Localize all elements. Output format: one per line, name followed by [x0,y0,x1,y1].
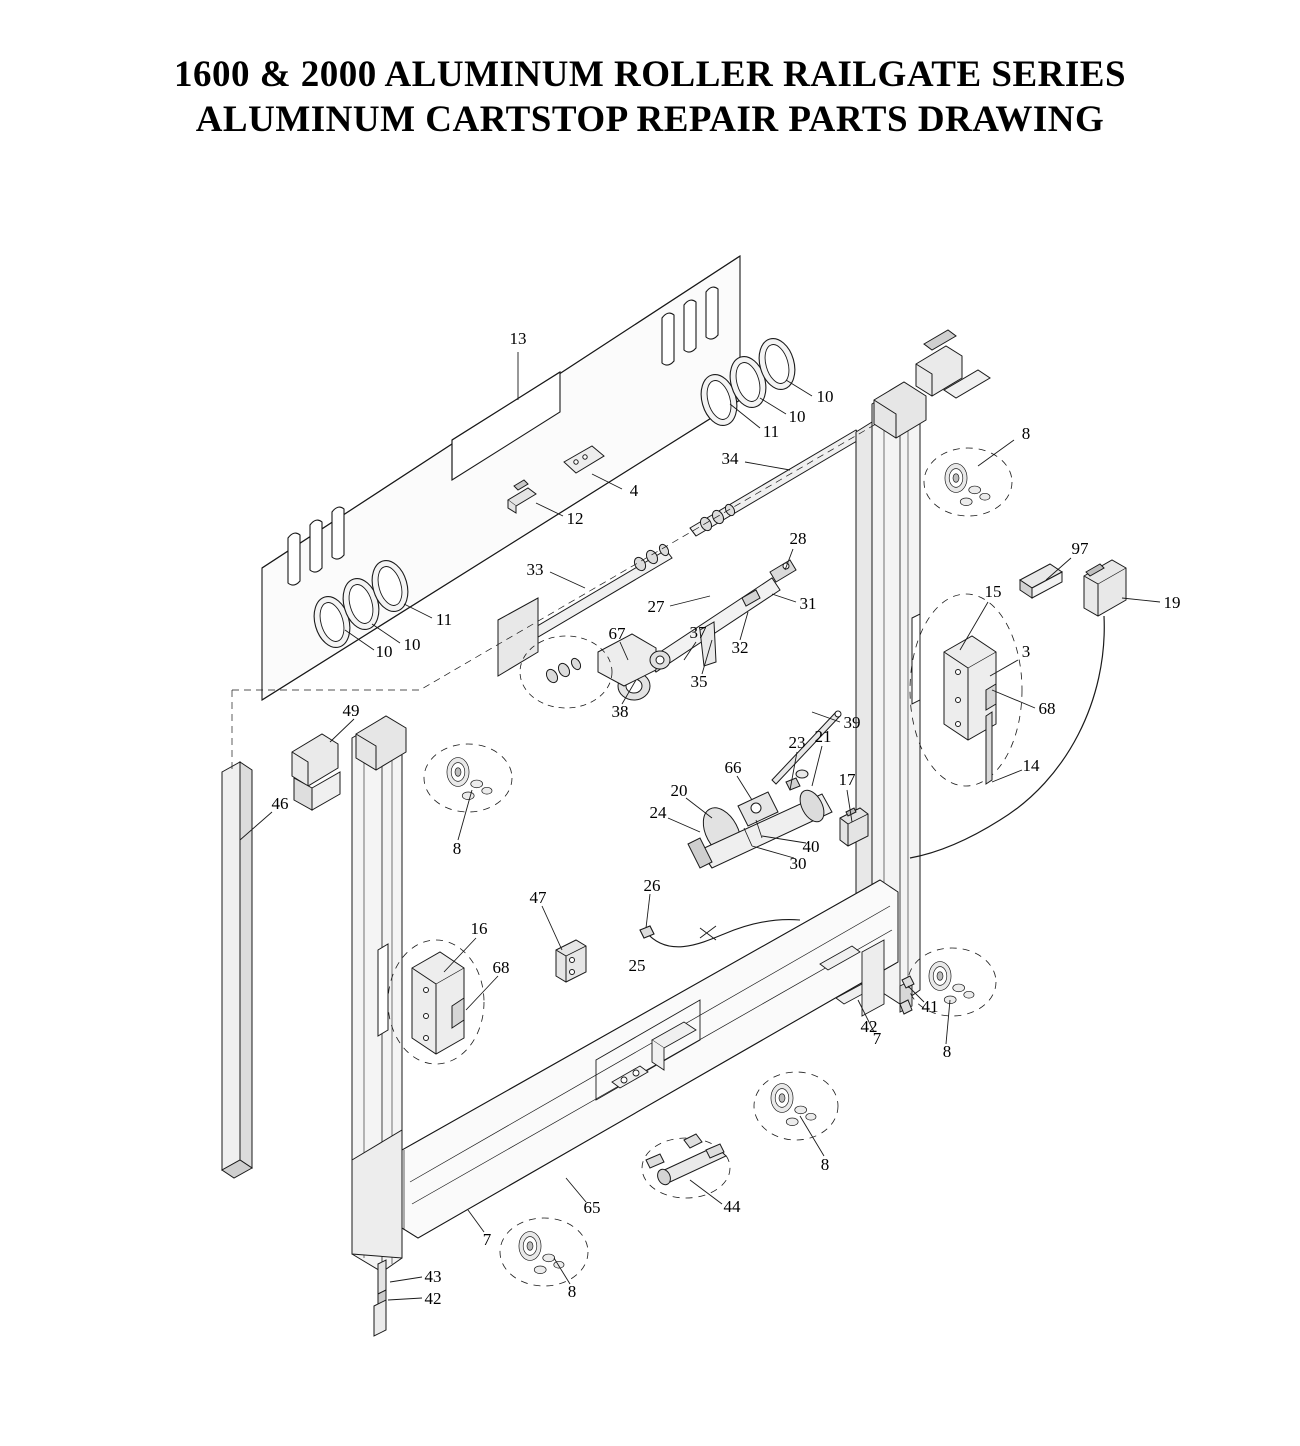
callout-10: 10 [403,635,421,654]
hardware-kit-8e [519,1232,564,1274]
leader-43 [390,1277,422,1282]
callout-8: 8 [452,839,462,858]
callout-67: 67 [608,624,626,643]
callout-68: 68 [492,958,510,977]
callout-16: 16 [470,919,488,938]
callout-8: 8 [820,1155,830,1174]
callout-27: 27 [647,597,665,616]
callout-44: 44 [723,1197,741,1216]
callout-34: 34 [721,449,739,468]
leader-7b [468,1210,484,1232]
leader-68b [466,976,498,1010]
control-cord-14 [910,616,1104,858]
remote-control-19 [1084,560,1126,616]
leader-33 [550,572,585,588]
connector-97 [1020,564,1062,598]
torsion-tube-34 [690,430,862,536]
callout-68: 68 [1038,699,1056,718]
callout-17: 17 [838,770,856,789]
upper-right-bracket-set [916,330,990,398]
callout-10: 10 [788,407,806,426]
leader-10b [760,398,786,414]
callout-28: 28 [789,529,807,548]
leader-21 [812,746,822,786]
callout-43: 43 [424,1267,442,1286]
callout-15: 15 [984,582,1002,601]
callout-23: 23 [788,733,806,752]
callout-10: 10 [816,387,834,406]
hardware-kit-8a [945,464,990,506]
callout-12: 12 [566,509,584,528]
callout-7: 7 [872,1029,882,1048]
leader-66 [737,776,752,800]
callout-8: 8 [1021,424,1031,443]
leader-24 [668,818,700,832]
callout-20: 20 [670,781,688,800]
callout-11: 11 [435,610,453,629]
leader-19 [1122,598,1160,602]
callout-38: 38 [611,702,629,721]
leader-10a [786,380,812,396]
pin-43 [374,1260,386,1336]
callout-26: 26 [643,876,661,895]
callout-21: 21 [814,727,832,746]
callout-4: 4 [629,481,639,500]
callout-33: 33 [526,560,544,579]
callout-47: 47 [529,888,547,907]
control-box-15 [910,594,1022,786]
title-line-1: 1600 & 2000 ALUMINUM ROLLER RAILGATE SERIES [173,54,1127,95]
leader-11b [404,604,432,618]
leader-27 [670,596,710,606]
callout-65: 65 [583,1198,601,1217]
callout-8: 8 [942,1042,952,1061]
bracket-49 [292,734,340,810]
leader-44 [690,1180,722,1204]
leader-34 [745,462,790,470]
callout-49: 49 [342,701,360,720]
callout-42: 42 [424,1289,442,1308]
hydraulic-cylinder-27 [648,560,796,672]
callout-37: 37 [689,623,707,642]
callout-7: 7 [482,1230,492,1249]
leader-8d [800,1116,824,1156]
callout-32: 32 [731,638,749,657]
title-line-2: ALUMINUM CARTSTOP REPAIR PARTS DRAWING [195,99,1105,140]
leader-8c [946,1000,950,1044]
leader-26 [646,894,650,928]
callout-97: 97 [1071,539,1089,558]
leader-49 [330,719,354,742]
leader-14 [992,770,1022,782]
leader-68a [992,690,1035,708]
callout-10: 10 [375,642,393,661]
callout-39: 39 [843,713,861,732]
callout-19: 19 [1163,593,1181,612]
callout-14: 14 [1022,756,1040,775]
callout-46: 46 [271,794,289,813]
callout-25: 25 [628,956,646,975]
leader-31 [772,594,796,602]
hardware-kit-8d [771,1084,816,1126]
callout-66: 66 [724,758,742,777]
callout-41: 41 [921,997,939,1016]
callout-8: 8 [567,1282,577,1301]
left-column [352,720,402,1272]
callout-11: 11 [762,422,780,441]
pin-kit-44 [646,1134,726,1187]
callout-31: 31 [799,594,817,613]
hardware-kit-8b [447,758,492,800]
callout-3: 3 [1021,642,1031,661]
callout-40: 40 [802,837,820,856]
callout-24: 24 [649,803,667,822]
leader-42b [388,1298,422,1300]
callout-30: 30 [789,854,807,873]
guide-rail-46 [222,762,252,1178]
leader-47 [542,906,562,950]
callout-42: 42 [860,1017,878,1036]
callout-13: 13 [509,329,527,348]
leader-20 [686,798,712,818]
callout-35: 35 [690,672,708,691]
leader-8a [978,440,1014,466]
leader-10c [372,624,400,643]
leader-30 [752,846,794,858]
